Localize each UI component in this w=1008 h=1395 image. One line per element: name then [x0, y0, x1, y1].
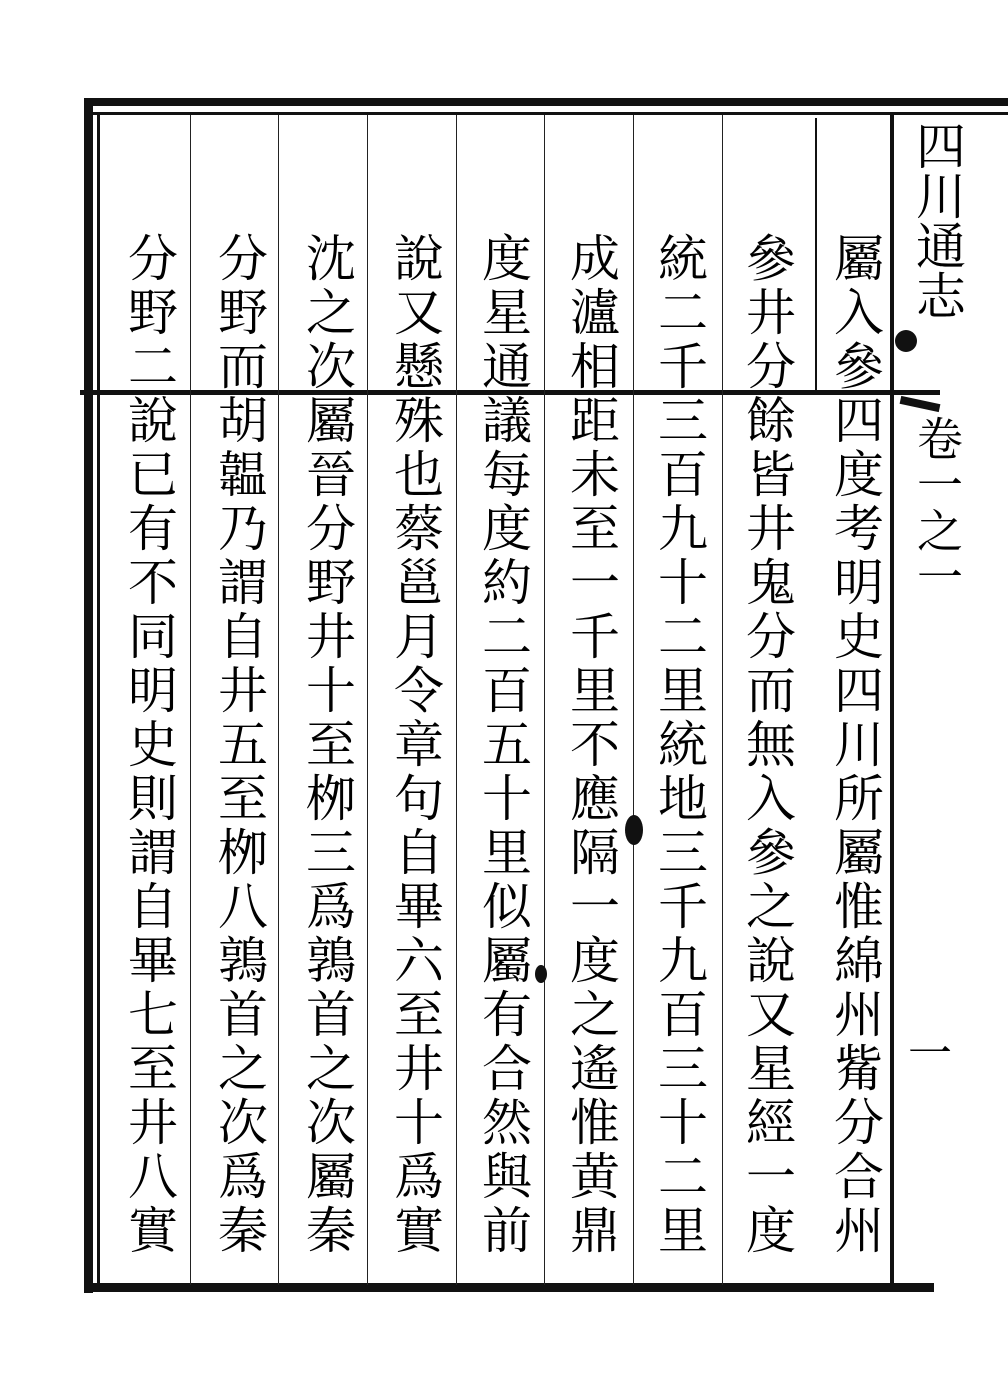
text-column: 成瀘相距未至一千里不應隔一度之遙惟黄鼎 — [562, 232, 620, 1258]
column-rule — [456, 115, 457, 1285]
text-column: 說又懸殊也蔡邕月令章句自畢六至井十爲實 — [386, 232, 444, 1258]
frame-top-inner-border — [92, 112, 1008, 115]
text-column: 屬入參四度考明史四川所屬惟綿州觜分合州 — [826, 232, 884, 1258]
text-column: 統二千三百九十二里統地三千九百三十二里 — [650, 232, 708, 1258]
text-column: 分野二說已有不同明史則謂自畢七至井八實 — [120, 232, 178, 1258]
text-column: 度星通議每度約二百五十里似屬有合然與前 — [474, 232, 532, 1258]
text-column: 參井分餘皆井鬼分而無入參之說又星經一度 — [738, 232, 796, 1258]
column-rule — [190, 115, 191, 1285]
book-title: 四川通志 — [908, 120, 966, 320]
text-column: 分野而胡韞乃謂自井五至栁八鶉首之次爲秦 — [210, 232, 268, 1258]
column-rule — [722, 115, 723, 1285]
text-column: 沈之次屬晉分野井十至栁三爲鶉首之次屬秦 — [298, 232, 356, 1258]
folio-number: 一 — [900, 1030, 951, 1074]
frame-bottom-border — [84, 1283, 934, 1292]
frame-left-inner-border — [97, 112, 100, 1290]
column-rule — [544, 115, 545, 1285]
ink-stain — [535, 965, 547, 983]
ink-stain — [625, 815, 643, 845]
frame-left-border — [84, 98, 93, 1293]
column-rule — [633, 115, 634, 1285]
frame-top-border — [92, 98, 1008, 106]
ink-stain — [895, 330, 917, 352]
fold-mark — [900, 396, 941, 412]
volume-label: 卷一之一 — [910, 415, 964, 599]
